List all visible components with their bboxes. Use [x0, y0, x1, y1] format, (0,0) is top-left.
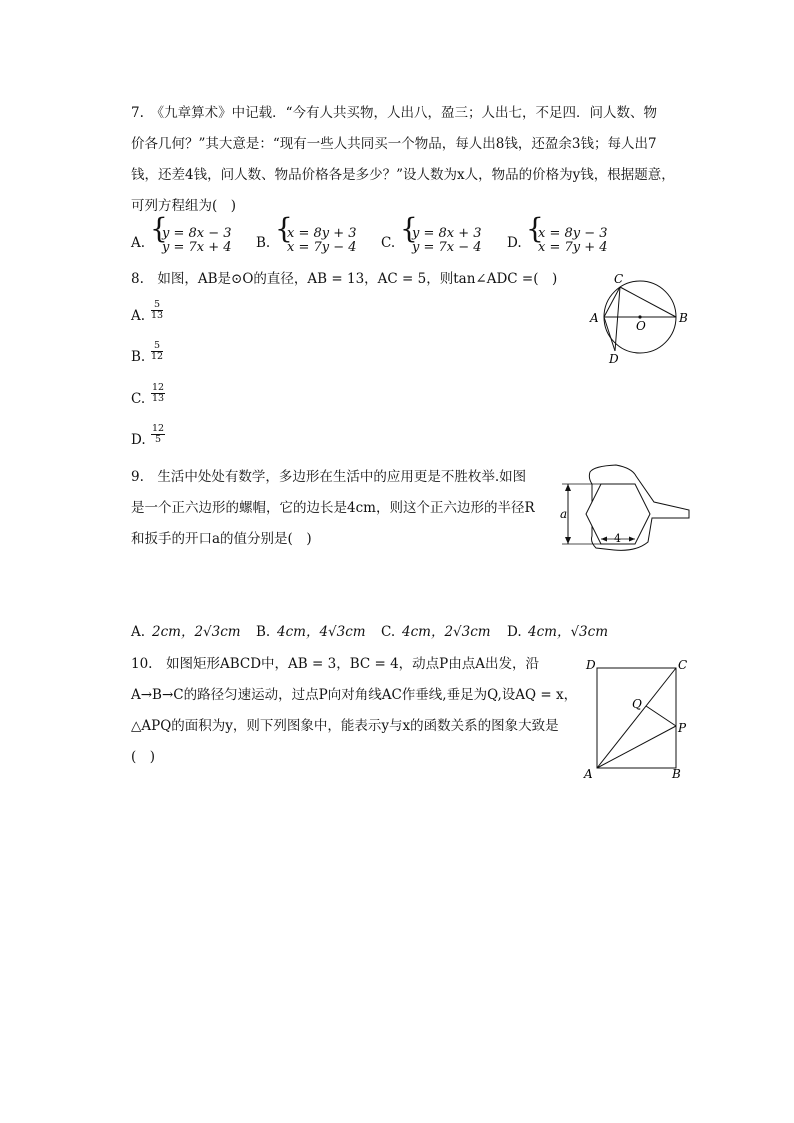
q9-option-b-text: 4cm，4√3cm — [277, 624, 366, 640]
label-p: P — [678, 721, 687, 735]
chord-cb — [620, 287, 676, 317]
q8-option-d-fraction — [151, 424, 165, 445]
q7-option-d-eq2: x = 7y + 4 — [538, 240, 608, 255]
q7-option-a-system: { y = 8x − 3 y = 7x + 4 — [150, 212, 232, 255]
q9-line-3: 和扳手的开口a的值分别是( ) — [131, 531, 312, 547]
q8-option-a-den: 13 — [151, 310, 164, 321]
q7-option-c-eq2: y = 7x − 4 — [412, 240, 482, 255]
dim-arrow-up — [565, 484, 571, 491]
label-side-4: 4 — [614, 532, 621, 545]
q8-option-b-label: B. — [131, 349, 146, 365]
q10-rectangle-figure — [582, 654, 692, 780]
q9-line-1: 9. 生活中处处有数学，多边形在生活中的应用更是不胜枚举.如图 — [131, 469, 527, 485]
q10-line-4: ( ) — [131, 749, 156, 765]
q8-option-d-label: D. — [131, 432, 146, 448]
q8-line-1: 8. 如图，AB是⊙O的直径，AB = 13，AC = 5，则tan∠ADC =( ) — [131, 271, 558, 287]
q7-line-4: 可列方程组为( ) — [131, 198, 237, 214]
q8-option-a-num: 5 — [151, 300, 163, 311]
label-d: D — [586, 658, 596, 672]
q7-option-d-label: D. — [507, 235, 522, 251]
q8-option-b-num: 5 — [151, 341, 163, 352]
chord-cd — [615, 287, 620, 351]
q9-hexagon-wrench-figure — [556, 462, 692, 558]
label-c: C — [614, 272, 624, 286]
q9-option-a-text: 2cm，2√3cm — [152, 624, 241, 640]
q8-option-a-fraction — [151, 300, 163, 321]
q8-option-b-fraction — [151, 341, 163, 362]
q8-circle-figure — [584, 268, 694, 364]
q8-option-c-den: 13 — [152, 393, 165, 404]
label-a: A — [584, 767, 593, 780]
q8-option-d-den: 5 — [155, 434, 162, 445]
q10-line-2: A→B→C的路径匀速运动，过点P向对角线AC作垂线,垂足为Q,设AQ = x， — [131, 687, 578, 703]
label-o: O — [636, 319, 646, 333]
q7-option-c-system: { y = 8x + 3 y = 7x − 4 — [400, 212, 482, 255]
q8-option-c-label: C. — [131, 391, 146, 407]
q7-option-b-eq1: x = 8y + 3 — [287, 226, 357, 241]
q8-option-a-label: A. — [131, 308, 146, 324]
q9-option-a-label: A. — [131, 624, 146, 640]
q10-line-3: △APQ的面积为y，则下列图象中，能表示y与x的函数关系的图象大致是 — [131, 718, 559, 734]
label-c: C — [678, 658, 688, 672]
chord-ad — [604, 317, 615, 351]
q10-line-1: 10. 如图矩形ABCD中，AB = 3，BC = 4，动点P由点A出发，沿 — [131, 656, 540, 672]
q7-option-c-label: C. — [381, 235, 396, 251]
q7-option-a-eq1: y = 8x − 3 — [162, 226, 232, 241]
label-a-opening: a — [560, 507, 568, 521]
q7-line-1: 7. 《九章算术》中记载．“今有人共买物，人出八，盈三；人出七，不足四．问人数、物 — [131, 105, 658, 121]
q7-option-b-system: { x = 8y + 3 x = 7y − 4 — [275, 212, 357, 255]
label-a: A — [590, 311, 599, 325]
label-b: B — [679, 311, 688, 325]
q9-line-2: 是一个正六边形的螺帽，它的边长是4cm，则这个正六边形的半径R — [131, 500, 535, 516]
q9-option-d-text: 4cm，√3cm — [528, 624, 609, 640]
q7-option-d-system: { x = 8y − 3 x = 7y + 4 — [526, 212, 608, 255]
q9-option-d-label: D. — [507, 624, 522, 640]
q7-option-b-eq2: x = 7y − 4 — [287, 240, 357, 255]
dim-arrow-down — [565, 537, 571, 544]
q9-option-c-label: C. — [381, 624, 396, 640]
q8-option-b-den: 12 — [151, 351, 164, 362]
label-d: D — [609, 352, 619, 364]
q7-option-c-eq1: y = 8x + 3 — [412, 226, 482, 241]
q8-option-c-fraction — [151, 383, 165, 404]
q7-line-3: 钱，还差4钱，问人数、物品价格各是多少？”设人数为x人，物品的价格为y钱，根据题意， — [131, 167, 675, 183]
q7-option-b-label: B. — [256, 235, 271, 251]
q8-option-d-num: 12 — [152, 423, 165, 434]
q7-option-a-label: A. — [131, 235, 146, 251]
perpendicular-pq — [646, 706, 676, 726]
label-b: B — [672, 767, 681, 780]
segment-ap — [597, 726, 676, 768]
q7-line-2: 价各几何？”其大意是：“现有一些人共同买一个物品，每人出8钱，还盈余3钱；每人出7 — [131, 136, 657, 152]
q8-option-c-num: 12 — [152, 382, 165, 393]
q7-option-d-eq1: x = 8y − 3 — [538, 226, 608, 241]
q7-option-a-eq2: y = 7x + 4 — [162, 240, 232, 255]
q9-option-c-text: 4cm，2√3cm — [402, 624, 491, 640]
label-q: Q — [632, 697, 642, 711]
q9-option-b-label: B. — [256, 624, 271, 640]
